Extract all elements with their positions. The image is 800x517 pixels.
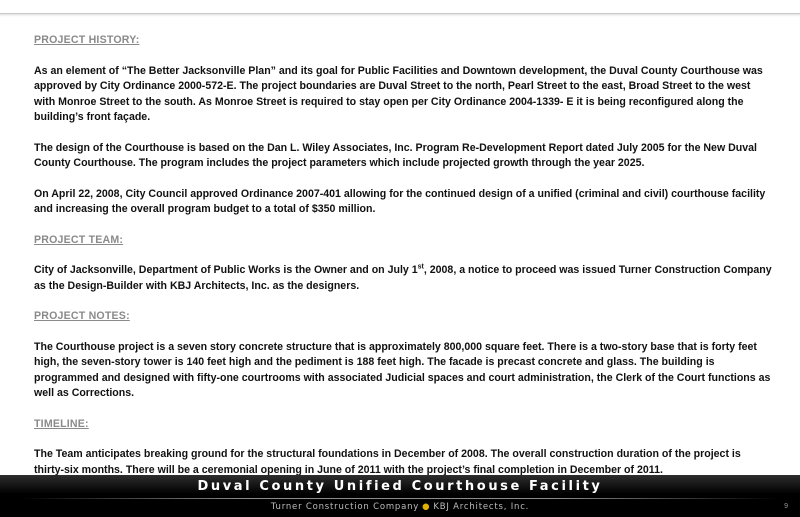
team-superscript: st	[417, 263, 424, 271]
project-notes-heading: PROJECT NOTES:	[34, 310, 130, 322]
history-paragraph-1: As an element of “The Better Jacksonville Plan” and its goal for Public Facilities and Downtown development, the Duval County Courthouse was approved by City Ordinance 2000-572-E. The project boundaries are Duval Street to the north, Pearl Street to the east, Broad Street to the west with Monroe Street to the south. As Monroe Street is required to stay open per City Ordinance 2004-1339- E it is being reconfigured along the building’s front façade.	[34, 64, 763, 123]
footer-company-kbj: KBJ Architects, Inc.	[433, 502, 530, 512]
footer-title: Duval County Unified Courthouse Facility	[197, 479, 603, 494]
team-text-after: , 2008, a notice to proceed was issued Turner Construction Company as the Design-Builder with KBJ Architects, Inc. as the designers.	[34, 264, 772, 292]
project-team-heading: PROJECT TEAM:	[34, 233, 124, 246]
history-paragraph-3: On April 22, 2008, City Council approved Ordinance 2007-401 allowing for the continued design of a unified (criminal and civil) courthouse facility and increasing the overall program budget to a total of $350 million.	[34, 187, 766, 215]
footer-company-turner: Turner Construction Company	[270, 502, 420, 512]
footer-banner	[0, 475, 800, 517]
footer-divider	[20, 498, 780, 499]
project-history-heading: PROJECT HISTORY:	[34, 34, 140, 46]
timeline-paragraph: The Team anticipates breaking ground for the structural foundations in December of 2008. The overall construction duration of the project is thirty-six months. There will be a ceremonial opening in June of 2011 with the project’s final completion in December of 2011.	[34, 448, 741, 476]
page-number: 9	[784, 503, 788, 510]
history-paragraph-2: The design of the Courthouse is based on the Dan L. Wiley Associates, Inc. Program Re-Development Report dated July 2005 for the New Duval County Courthouse. The program includes the project parameters which include projected growth through the year 2025.	[34, 141, 757, 169]
team-text-before: City of Jacksonville, Department of Public Works is the Owner and on July 1	[34, 264, 418, 276]
footer-companies	[0, 502, 800, 512]
timeline-heading: TIMELINE:	[34, 417, 89, 430]
document-body	[34, 33, 772, 493]
team-paragraph	[34, 263, 772, 294]
top-shadow	[0, 14, 800, 17]
notes-paragraph: The Courthouse project is a seven story concrete structure that is approximately 800,000 square feet. There is a two-story base that is forty feet high, the seven-story tower is 140 feet high and the pediment is 188 feet high. The facade is precast concrete and glass. The building is programmed and designed with fifty-one courtrooms with associated Judicial spaces and court administration, the Clerk of the Court functions as well as Corrections.	[34, 340, 771, 399]
footer-separator-bullet-icon: ●	[422, 502, 431, 512]
